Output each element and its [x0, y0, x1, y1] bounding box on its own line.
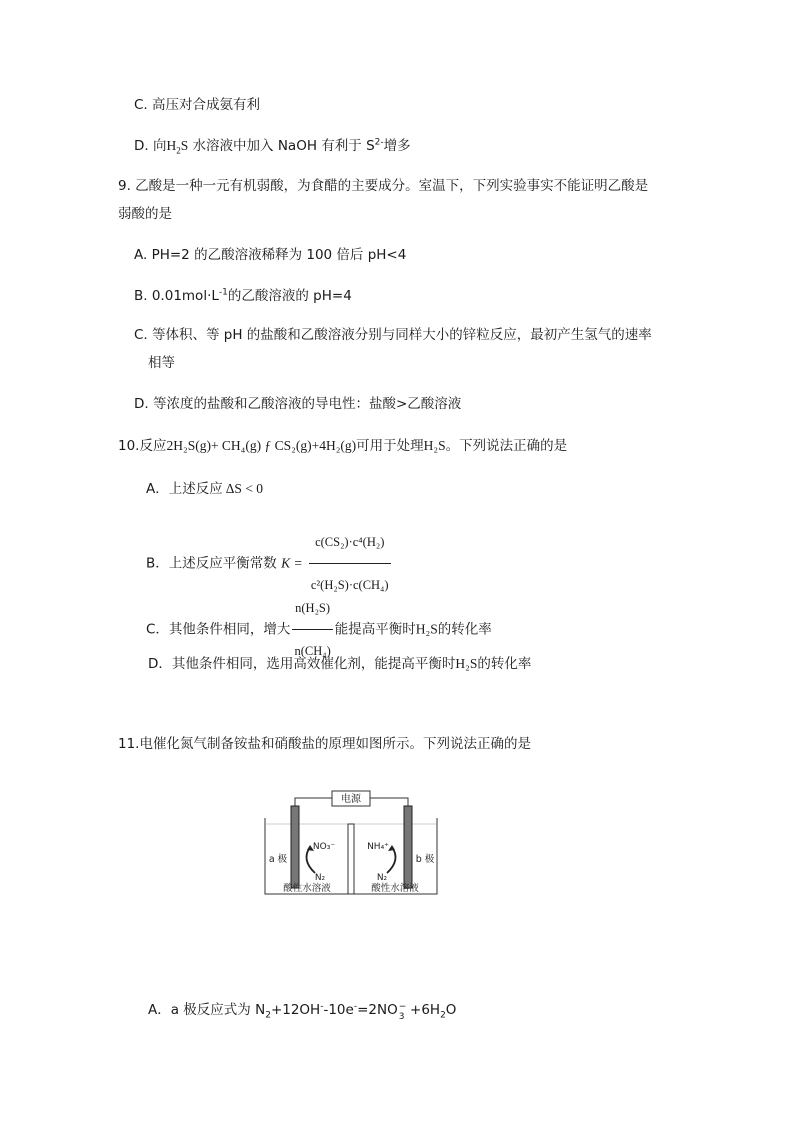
q10-b-denominator: c²(H₂S)·c(CH₄): [310, 578, 389, 592]
right-arrow-head: [388, 845, 395, 851]
q10-option-a: [146, 479, 263, 499]
q11-a-mid4: +6H: [405, 1002, 441, 1018]
left-product-label: NO₃⁻: [312, 842, 336, 852]
q10-stem: [118, 436, 567, 456]
right-solution-label: 酸性水溶液: [371, 883, 419, 894]
q8-d-sup: 2-: [374, 137, 384, 148]
q11-a-end: O: [445, 1002, 457, 1018]
q10-b-numerator: c(CS₂)·c⁴(H₂): [309, 522, 391, 564]
q10-d-h2s: H₂S: [455, 656, 478, 671]
electrode-b-label: b 极: [415, 854, 435, 865]
q11-a-mid3: =2NO: [357, 1002, 398, 1018]
q8-d-suffix: 增多: [383, 138, 411, 154]
left-reactant-label: N₂: [314, 873, 326, 883]
right-wire: [370, 798, 408, 818]
q8-d-sub: 2: [176, 145, 181, 156]
q11-a-mid2: -10e: [323, 1002, 354, 1018]
q10-option-d: [148, 654, 531, 674]
q9-b-prefix: B. 0.01mol·L: [134, 288, 219, 304]
q10-stem-prefix: 10.反应: [118, 438, 167, 454]
q9-b-suffix: 的乙酸溶液的 pH=4: [227, 288, 352, 304]
q10-c-label: C．其他条件相同，增大: [146, 621, 291, 638]
q9-option-c-line2: 相等: [148, 355, 175, 371]
q9-stem-line1: 9. 乙酸是一种一元有机弱酸，为食醋的主要成分。室温下，下列实验事实不能证明乙酸是: [118, 178, 649, 194]
q10-a-expr: ΔS < 0: [225, 481, 264, 496]
q9-b-sup: -1: [218, 287, 228, 298]
q9-option-d: D. 等浓度的盐酸和乙酸溶液的导电性：盐酸>乙酸溶液: [134, 396, 462, 412]
q8-option-d: [134, 136, 411, 156]
electrode-a: [291, 806, 299, 888]
q10-b-k: K =: [281, 555, 303, 571]
left-wire: [295, 798, 332, 818]
q11-a-n2-sub: 2: [265, 1010, 271, 1021]
q10-equation: 2H₂S(g)+ CH₄(g) ƒ CS₂(g)+4H₂(g): [166, 438, 357, 453]
membrane: [348, 824, 354, 894]
electrode-b: [404, 806, 412, 888]
right-product-label: NH₄⁺: [367, 842, 389, 852]
q11-a-no3-sup: −: [398, 1002, 407, 1012]
q11-a-prefix: A．a 极反应式为 N: [148, 1002, 266, 1018]
q10-a-label: A．上述反应: [146, 481, 223, 497]
electrolysis-diagram: [258, 788, 444, 900]
right-reactant-label: N₂: [376, 873, 388, 883]
q11-option-a: [148, 1000, 456, 1020]
q10-c-numerator: n(H₂S): [292, 588, 332, 630]
q10-d-end: 的转化率: [477, 656, 532, 672]
q10-c-end: 的转化率: [437, 621, 492, 638]
q10-stem-end: 。下列说法正确的是: [445, 438, 568, 454]
q11-a-no3-script: [398, 1002, 407, 1022]
q11-a-no3-sub: 3: [398, 1012, 405, 1022]
q8-d-prefix: D. 向: [134, 138, 167, 154]
q10-c-h2s: H₂S: [415, 621, 438, 637]
q10-stem-suffix: 可用于处理: [356, 438, 424, 454]
q9-option-c-line1: C. 等体积、等 pH 的盐酸和乙酸溶液分别与同样大小的锌粒反应，最初产生氢气的速率: [134, 327, 652, 343]
q10-h2s: H₂S: [423, 438, 446, 453]
left-solution-label: 酸性水溶液: [283, 883, 331, 894]
q10-c-denominator: n(CH₄): [294, 644, 331, 658]
q10-b-label: B．上述反应平衡常数: [146, 555, 277, 572]
electrode-a-label: a 极: [268, 854, 288, 865]
q8-d-mid: 水溶液中加入 NaOH 有利于 S: [188, 138, 375, 154]
q8-d-h: H: [166, 138, 177, 153]
power-supply-label: 电源: [341, 794, 361, 805]
q10-d-label: D．其他条件相同，选用高效催化剂，能提高平衡时: [148, 656, 456, 672]
q9-option-a: A. PH=2 的乙酸溶液稀释为 100 倍后 pH<4: [134, 247, 407, 263]
q11-a-h2o-sub: 2: [440, 1010, 446, 1021]
q8-d-s: S: [180, 138, 189, 153]
q9-option-b: [134, 286, 352, 306]
q8-option-c: C. 高压对合成氨有利: [134, 97, 261, 113]
q11-a-sup2: -: [353, 1001, 358, 1012]
q11-a-mid1: +12OH: [270, 1002, 321, 1018]
q10-c-suffix: 能提高平衡时: [334, 621, 416, 638]
q11-stem: 11.电催化氮气制备铵盐和硝酸盐的原理如图所示。下列说法正确的是: [118, 736, 531, 752]
q11-a-sup1: -: [320, 1001, 324, 1012]
q9-stem-line2: 弱酸的是: [118, 206, 172, 222]
